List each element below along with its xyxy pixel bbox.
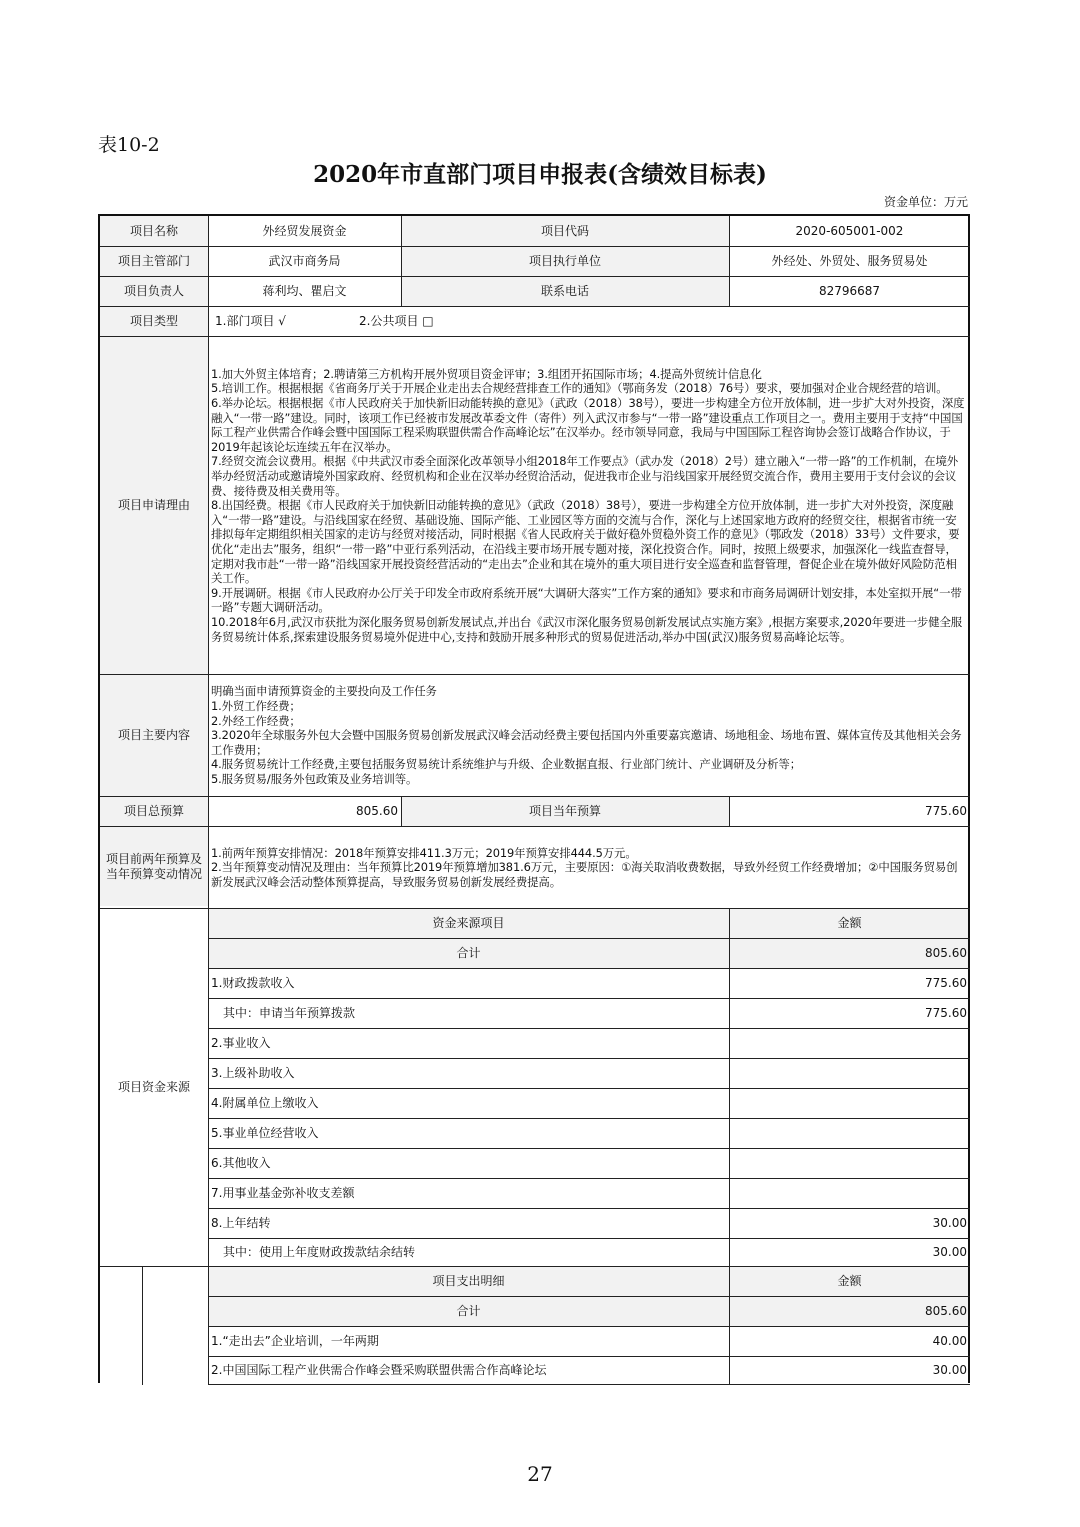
- source-row-amount: 775.60: [925, 1005, 967, 1020]
- funding-source-label: 项目资金来源: [117, 1079, 190, 1094]
- phone-label: 联系电话: [540, 283, 589, 298]
- page-number: 27: [527, 1462, 553, 1486]
- reason-line: 8.出国经费。根据《市人民政府关于加快新旧动能转换的意见》（武政（2018）38号），要进一步构建全方位开放体制，进一步扩大对外投资，深度融入“一带一路”建设。与沿线国家在经贸、基础设施、国际产能、工业园区等方面的交流与合作，深化与上述国家地方政府的经贸交往，根据省市统一安排拟每年定期组织相关国家的走访与经贸对接活动，同时根据《省人民政府关于做好稳外贸稳外资工作的意见》（鄂政发（2018）33号）文件要求，要优化“走出去”服务，组织“一带一路”中亚行系列活动，在沿线主要市场开展专题对接，深化投资合作。同时，按照上级要求，加强深化一线监查督导，定期对我市赴“一带一路”沿线国家开展投资经营活动的“走出去”企业和其在境外的重大项目进行安全巡查和监督管理，督促企业在境外做好风险防范相关工作。: [211, 498, 960, 586]
- project-table: [98, 214, 970, 1383]
- source-row-amount: 30.00: [932, 1244, 967, 1259]
- content-label: 项目主要内容: [117, 727, 190, 742]
- source-row: 其中：申请当年预算拨款: [223, 1005, 356, 1020]
- leader-label: 项目负责人: [123, 283, 184, 298]
- content-line: 明确当面申请预算资金的主要投向及工作任务: [211, 684, 437, 699]
- year-budget-value: 775.60: [925, 803, 967, 818]
- source-row: 3.上级补助收入: [211, 1065, 295, 1080]
- project-code-label: 项目代码: [540, 223, 589, 238]
- source-row: 5.事业单位经营收入: [211, 1125, 319, 1140]
- content-line: 5.服务贸易/服务外包政策及业务培训等。: [211, 771, 418, 786]
- budget-change-label: 项目前两年预算及当年预算变动情况: [105, 852, 202, 881]
- project-name-value: 外经贸发展资金: [262, 223, 347, 238]
- source-row-amount: 775.60: [925, 975, 967, 990]
- leader-value: 蒋利均、瞿启文: [262, 283, 347, 298]
- source-row: 1.财政拨款收入: [211, 975, 295, 990]
- expense-row-total: 合计: [456, 1303, 481, 1318]
- source-row-amount: 805.60: [925, 945, 967, 960]
- source-row-amount: 30.00: [932, 1215, 967, 1230]
- reason-line: 5.培训工作。根据根据《省商务厅关于开展企业走出去合规经营排查工作的通知》（鄂商务发（2018）76号）要求，要加强对企业合规经营的培训。: [211, 381, 948, 396]
- page-title: 2020年市直部门项目申报表(含绩效目标表): [313, 161, 767, 188]
- total-budget-value: 805.60: [356, 803, 398, 818]
- year-budget-label: 项目当年预算: [528, 803, 601, 818]
- content-text: [208, 674, 970, 796]
- type-option-department: 1.部门项目 √: [215, 313, 286, 328]
- source-row-amount: [729, 1088, 970, 1118]
- content-line: 3.2020年全球服务外包大会暨中国服务贸易创新发展武汉峰会活动经费主要包括国内外重要嘉宾邀请、场地租金、场地布置、媒体宣传及其他相关会务工作费用；: [211, 728, 962, 757]
- reason-line: 1.加大外贸主体培育；2.聘请第三方机构开展外贸项目资金评审；3.组团开拓国际市场；4.提高外贸统计信息化: [211, 366, 762, 381]
- source-col-item: 资金来源项目: [432, 915, 505, 930]
- source-row-amount: [729, 1148, 970, 1178]
- expense-col-amount: 金额: [837, 1273, 862, 1288]
- source-row-amount: [729, 1028, 970, 1058]
- expense-row: 1.“走出去”企业培训，一年两期: [211, 1333, 379, 1348]
- page-label: 表10-2: [98, 134, 160, 156]
- expense-row-amount: 805.60: [925, 1303, 967, 1318]
- project-code-value: 2020-605001-002: [795, 223, 904, 238]
- source-row: 4.附属单位上缴收入: [211, 1095, 319, 1110]
- reason-line: 7.经贸交流会议费用。根据《中共武汉市委全面深化改革领导小组2018年工作要点》（武办发（2018）2号）建立融入“一带一路”的工作机制，在境外举办经贸活动或邀请境外国家政府、经贸机构和企业在汉举办经贸洽活动，促进我市企业与沿线国家开展经贸交流合作，费用主要用于支付会议的会议费、接待费及相关费用等。: [211, 454, 959, 498]
- reason-line: 6.举办论坛。根据根据《市人民政府关于加快新旧动能转换的意见》（武政（2018）38号），要进一步构建全方位开放体制，进一步扩大对外投资，深度融入“一带一路”建设。同时，该项工作已经被市发展改革委文件（寄件）列入武汉市参与“一带一路”建设重点工作项目之一。费用主要用于支持“中国国际工程产业供需合作峰会暨中国国际工程采购联盟供需合作高峰论坛”在汉举办。经市领导同意，我局与中国国际工程咨询协会签订战略合作协议，于2019年起该论坛连续五年在汉举办。: [211, 396, 965, 454]
- source-row-amount: [729, 1058, 970, 1088]
- expense-row: 2.中国国际工程产业供需合作峰会暨采购联盟供需合作高峰论坛: [211, 1363, 547, 1378]
- expense-col-item: 项目支出明细: [432, 1273, 505, 1288]
- change-line: 1.前两年预算安排情况：2018年预算安排411.3万元；2019年预算安排444.5万元。: [211, 845, 637, 860]
- content-line: 2.外经工作经费；: [211, 713, 301, 728]
- source-row: 2.事业收入: [211, 1035, 271, 1050]
- budget-change-text: [208, 826, 970, 908]
- source-col-amount: 金额: [837, 915, 862, 930]
- source-row-total: 合计: [456, 945, 481, 960]
- type-option-public: 2.公共项目 □: [359, 313, 434, 328]
- reason-text: [208, 336, 970, 674]
- exec-unit-value: 外经处、外贸处、服务贸易处: [771, 253, 928, 268]
- dept-value: 武汉市商务局: [268, 253, 341, 268]
- source-row-amount: [729, 1178, 970, 1208]
- expense-row-amount: 40.00: [932, 1333, 967, 1348]
- source-row: 其中：使用上年度财政拨款结余结转: [223, 1244, 416, 1259]
- reason-line: 10.2018年6月,武汉市获批为深化服务贸易创新发展试点,并出台《武汉市深化服务贸易创新发展试点实施方案》,根据方案要求,2020年要进一步健全服务贸易统计体系,探索建设服务贸易境外促进中心,支持和鼓励开展多种形式的贸易促进活动,举办中国(武汉)服务贸易高峰论坛等。: [211, 614, 963, 644]
- exec-unit-label: 项目执行单位: [528, 253, 601, 268]
- expense-row-amount: 30.00: [932, 1363, 967, 1378]
- reason-label: 项目申请理由: [117, 497, 190, 512]
- source-row: 6.其他收入: [211, 1155, 271, 1170]
- change-line: 2.当年预算变动情况及理由：当年预算比2019年预算增加381.6万元，主要原因：①海关取消收费数据，导致外经贸工作经费增加；②中国服务贸易创新发展武汉峰会活动整体预算提高，导致服务贸易创新发展经费提高。: [211, 860, 958, 889]
- content-line: 1.外贸工作经费；: [211, 699, 301, 714]
- reason-line: 9.开展调研。根据《市人民政府办公厅关于印发全市政府系统开展“大调研大落实”工作方案的通知》要求和市商务局调研计划安排，本处室拟开展“一带一路”专题大调研活动。: [211, 585, 962, 615]
- source-row: 8.上年结转: [211, 1215, 271, 1230]
- phone-value: 82796687: [818, 283, 881, 298]
- source-row: 7.用事业基金弥补收支差额: [211, 1185, 355, 1200]
- type-label: 项目类型: [129, 313, 178, 328]
- source-row-amount: [729, 1118, 970, 1148]
- total-budget-label: 项目总预算: [123, 803, 184, 818]
- unit-note: 资金单位：万元: [883, 195, 968, 209]
- project-name-label: 项目名称: [129, 223, 178, 238]
- content-line: 4.服务贸易统计工作经费,主要包括服务贸易统计系统维护与升级、企业数据直报、行业部门统计、产业调研及分析等；: [211, 757, 802, 772]
- dept-label: 项目主管部门: [117, 253, 190, 268]
